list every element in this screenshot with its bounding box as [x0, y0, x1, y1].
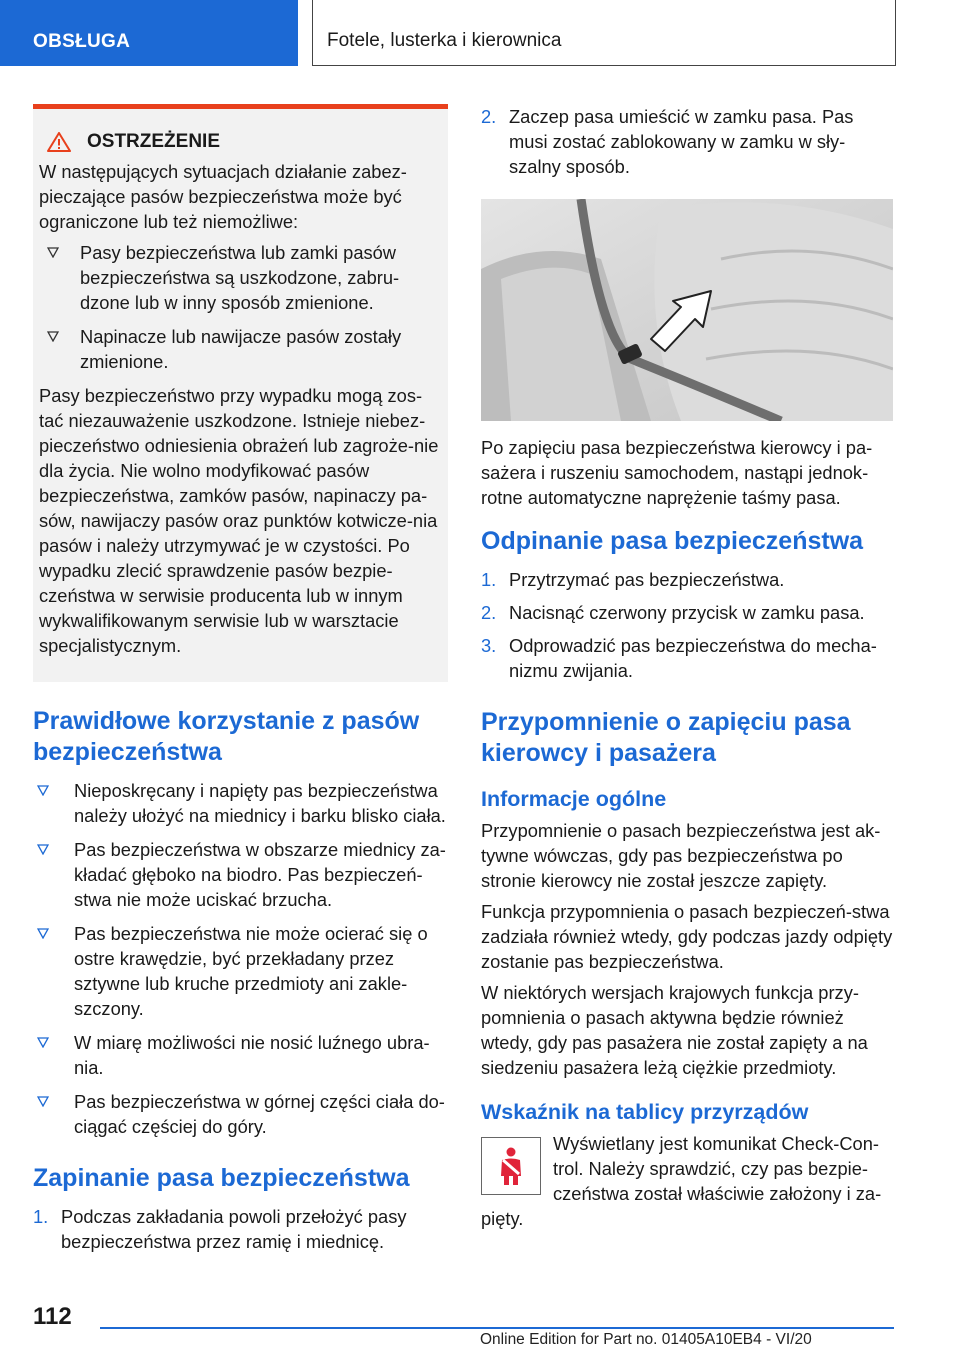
- warning-body: Pasy bezpieczeństwo przy wypadku mogą zos-tać niezauważenie uszkodzone. Istnieje niebez-pieczeństwo odniesienia obrażeń lub zagroże-nie dla życia. Nie wolno modyfikować pasów bezpieczeństwa, zamków pasów, napinaczy pa-sów, nawijaczy pasów oraz punktów kotwicze-nia pasów i należy utrzymywać je w czystości. Po wypadku zlecić sprawdzenie pasów bezpie-czeństwa w serwisie producenta lub w innym wykwalifikowanym serwisie lub w warsztacie specjalistycznym.: [39, 385, 439, 656]
- fasten-steps-left: [33, 1204, 448, 1254]
- list-item: 2. Zaczep pasa umieścić w zamku pasa. Pas musi zostać zablokowany w zamku w sły-szalny sposób.: [481, 106, 854, 177]
- step-number: 1.: [33, 1206, 49, 1227]
- unfasten-steps: [481, 567, 893, 683]
- bullet-triangle-icon: [47, 246, 59, 258]
- indicator-text: Wyświetlany jest komunikat Check-Con-trol. Należy sprawdzić, czy pas bezpie-czeństwa został właściwie założony i za-pięty.: [481, 1133, 882, 1229]
- indicator-row: [481, 1131, 893, 1231]
- reminder-heading: Przypomnienie o zapięciu pasa kierowcy i pasażera: [481, 708, 851, 767]
- warning-header: [47, 131, 442, 153]
- footer-divider: [100, 1327, 894, 1329]
- indicator-heading: Wskaźnik na tablicy przyrządów: [481, 1100, 809, 1124]
- bullet-triangle-icon: [37, 927, 49, 939]
- list-item: Pas bezpieczeństwa nie może ocierać się o ostre krawędzie, być przekładany przez sztywne lub kruche przedmioty ani zakle-szczony.: [33, 921, 448, 1021]
- bullet-triangle-icon: [37, 1095, 49, 1107]
- reminder-paragraph: Przypomnienie o pasach bezpieczeństwa jest ak-tywne wówczas, gdy pas bezpieczeństwa po stronie kierowcy nie został jeszcze zapięty.: [481, 820, 881, 891]
- warning-intro: W następujących sytuacjach działanie zabez-pieczające pasów bezpieczeństwa może być ograniczone lub też niemożliwe:: [39, 161, 407, 232]
- step-number: 2.: [481, 602, 497, 623]
- seatbelt-person-icon: [494, 1146, 528, 1186]
- unfasten-heading: Odpinanie pasa bezpieczeństwa: [481, 527, 864, 555]
- list-item: 2. Nacisnąć czerwony przycisk w zamku pasa.: [481, 602, 865, 623]
- fasten-heading: Zapinanie pasa bezpieczeństwa: [33, 1164, 410, 1192]
- chapter-title: Fotele, lusterka i kierownica: [312, 0, 896, 66]
- general-info-heading: Informacje ogólne: [481, 787, 667, 811]
- reminder-paragraph: W niektórych wersjach krajowych funkcja przy-pomnienia o pasach aktywna będzie również wtedy, gdy pas pasażera nie został zapięty a na siedzeniu pasażera leżą ciężkie przedmioty.: [481, 982, 868, 1078]
- warning-triangle-icon: [47, 132, 71, 152]
- list-item: 1. Podczas zakładania powoli przełożyć pasy bezpieczeństwa przez ramię i miednicę.: [33, 1206, 407, 1252]
- fasten-steps-right: [481, 104, 893, 179]
- list-item: W miarę możliwości nie nosić luźnego ubra-nia.: [33, 1030, 448, 1080]
- list-item: Pas bezpieczeństwa w górnej części ciała do-ciągać częściej do góry.: [33, 1089, 448, 1139]
- usage-heading: Prawidłowe korzystanie z pasów bezpieczeństwa: [33, 707, 420, 766]
- seatbelt-buckle-image: [481, 199, 893, 421]
- list-item: 3. Odprowadzić pas bezpieczeństwa do mecha-nizmu zwijania.: [481, 635, 877, 681]
- list-item: Pasy bezpieczeństwa lub zamki pasów bezpieczeństwa są uszkodzone, zabru-dzone lub w inny sposób zmienione.: [39, 240, 442, 315]
- section-tab: OBSŁUGA: [0, 0, 298, 66]
- bullet-triangle-icon: [47, 330, 59, 342]
- edition-footer: Online Edition for Part no. 01405A10EB4 - VI/20: [480, 1331, 812, 1348]
- step-number: 3.: [481, 635, 497, 656]
- page-number: 112: [33, 1303, 72, 1330]
- list-item: Napinacze lub nawijacze pasów zostały zmienione.: [39, 324, 442, 374]
- list-item: Pas bezpieczeństwa w obszarze miednicy za-kładać głęboko na biodro. Pas bezpieczeń-stwa nie może uciskać brzucha.: [33, 837, 448, 912]
- left-column: [33, 104, 448, 1262]
- usage-bullets: [33, 778, 448, 1139]
- page-header: [0, 0, 960, 66]
- bullet-triangle-icon: [37, 1036, 49, 1048]
- after-fasten-text: Po zapięciu pasa bezpieczeństwa kierowcy i pa-sażera i ruszeniu samochodem, nastąpi jednok-rotne automatyczne naprężenie taśmy pasa.: [481, 437, 873, 508]
- reminder-paragraph: Funkcja przypomnienia o pasach bezpieczeń-stwa zadziała również wtedy, gdy podczas jazdy odpięty zostanie pas bezpieczeństwa.: [481, 901, 893, 972]
- bullet-triangle-icon: [37, 784, 49, 796]
- bullet-triangle-icon: [37, 843, 49, 855]
- right-column: [481, 104, 893, 1237]
- step-number: 1.: [481, 569, 497, 590]
- list-item: Nieposkręcany i napięty pas bezpieczeństwa należy ułożyć na miednicy i barku blisko ciała.: [33, 778, 448, 828]
- step-number: 2.: [481, 106, 497, 127]
- warning-title: OSTRZEŻENIE: [87, 131, 221, 152]
- warning-box: [33, 104, 448, 682]
- warning-bullets: [39, 240, 442, 374]
- list-item: 1. Przytrzymać pas bezpieczeństwa.: [481, 569, 785, 590]
- seatbelt-warning-icon: [481, 1137, 541, 1195]
- seatbelt-illustration: [481, 199, 893, 421]
